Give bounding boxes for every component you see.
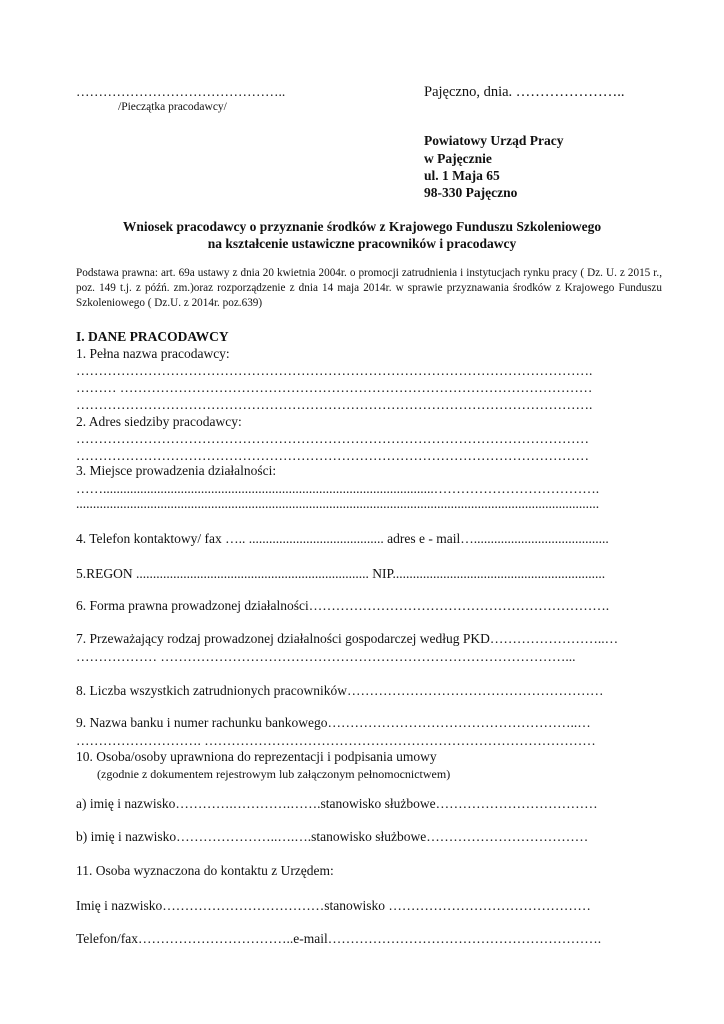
q1-field-line-2[interactable]: ……… ……………………………………………………………………………………………	[76, 380, 593, 395]
stamp-label: /Pieczątka pracodawcy/	[118, 101, 227, 113]
q9-field-line-2[interactable]: ………………………. ……………………………………………………………………………	[76, 733, 596, 748]
q11-name-position-field[interactable]: Imię i nazwisko………………………………stanowisko ………………………………………	[76, 898, 591, 913]
q6-legal-form-field[interactable]: 6. Forma prawna prowadzonej działalności………………………………………………………….	[76, 598, 610, 613]
stamp-line: ………………………………………..	[76, 84, 286, 99]
q3-field-line-1[interactable]: ……..................................................................................................……………………………….	[76, 481, 600, 496]
q10-label: 10. Osoba/osoby uprawniona do reprezentacji i podpisania umowy	[76, 749, 437, 764]
q3-label: 3. Miejsce prowadzenia działalności:	[76, 463, 277, 478]
address-line-2: w Pajęcznie	[424, 151, 492, 166]
legal-basis: Podstawa prawna: art. 69a ustawy z dnia 20 kwietnia 2004r. o promocji zatrudnienia i instytucjach rynku pracy ( Dz. U. z 2015 r., poz. 149 t.j. z późń. zm.)oraz rozporządzenie z dnia 14 maja 2014r. w sprawie przyznawania środków z Krajowego Funduszu Szkoleniowego ( Dz.U. z 2014r. poz.639)	[76, 267, 662, 309]
q11-phone-email-field[interactable]: Telefon/fax……………………………..e-mail…………………………………………………….	[76, 931, 602, 946]
q4-phone-email-field[interactable]: 4. Telefon kontaktowy/ fax ….. ........................................ adres e - mail…........................................	[76, 531, 609, 546]
q9-bank-account-field[interactable]: 9. Nazwa banku i numer rachunku bankowego………………………………………………..…	[76, 715, 591, 730]
section-heading: I. DANE PRACODAWCY	[76, 329, 229, 344]
q1-label: 1. Pełna nazwa pracodawcy:	[76, 346, 230, 361]
document-title-line-2: na kształcenie ustawiczne pracowników i pracodawcy	[207, 236, 517, 251]
document-title-line-1: Wniosek pracodawcy o przyznanie środków z Krajowego Funduszu Szkoleniowego	[122, 219, 602, 234]
address-line-3: ul. 1 Maja 65	[424, 168, 500, 183]
address-line-4: 98-330 Pajęczno	[424, 185, 518, 200]
q1-field-line-1[interactable]: …………………………………………………………………………………………………….	[76, 363, 593, 378]
q2-field-line-1[interactable]: ……………………………………………………………………………………………………	[76, 431, 589, 446]
q10b-representative-field[interactable]: b) imię i nazwisko…………………..….….stanowisko służbowe………………………………	[76, 829, 589, 844]
place-date: Pajęczno, dnia. …………………..	[424, 84, 625, 100]
q2-field-line-2[interactable]: ……………………………………………………………………………………………………	[76, 448, 589, 463]
q5-regon-nip-field[interactable]: 5.REGON ..................................................................... NIP...............................................................	[76, 566, 606, 581]
q1-field-line-3[interactable]: …………………………………………………………………………………………………….	[76, 397, 593, 412]
q2-label: 2. Adres siedziby pracodawcy:	[76, 414, 242, 429]
address-line-1: Powiatowy Urząd Pracy	[424, 133, 564, 148]
q11-label: 11. Osoba wyznaczona do kontaktu z Urzędem:	[76, 863, 334, 878]
q7-field-line-2[interactable]: ……………… ………………………………………………………………………………...	[76, 649, 576, 664]
q3-field-line-2[interactable]: ...........................................................................................................................................................	[76, 496, 600, 511]
q10-note: (zgodnie z dokumentem rejestrowym lub załączonym pełnomocnictwem)	[97, 767, 451, 781]
q8-employee-count-field[interactable]: 8. Liczba wszystkich zatrudnionych pracowników…………………………………………………	[76, 683, 604, 698]
q7-pkd-field[interactable]: 7. Przeważający rodzaj prowadzonej działalności gospodarczej według PKD……………………..…	[76, 631, 619, 646]
q10a-representative-field[interactable]: a) imię i nazwisko………….………….…….stanowisko służbowe………………………………	[76, 796, 598, 811]
